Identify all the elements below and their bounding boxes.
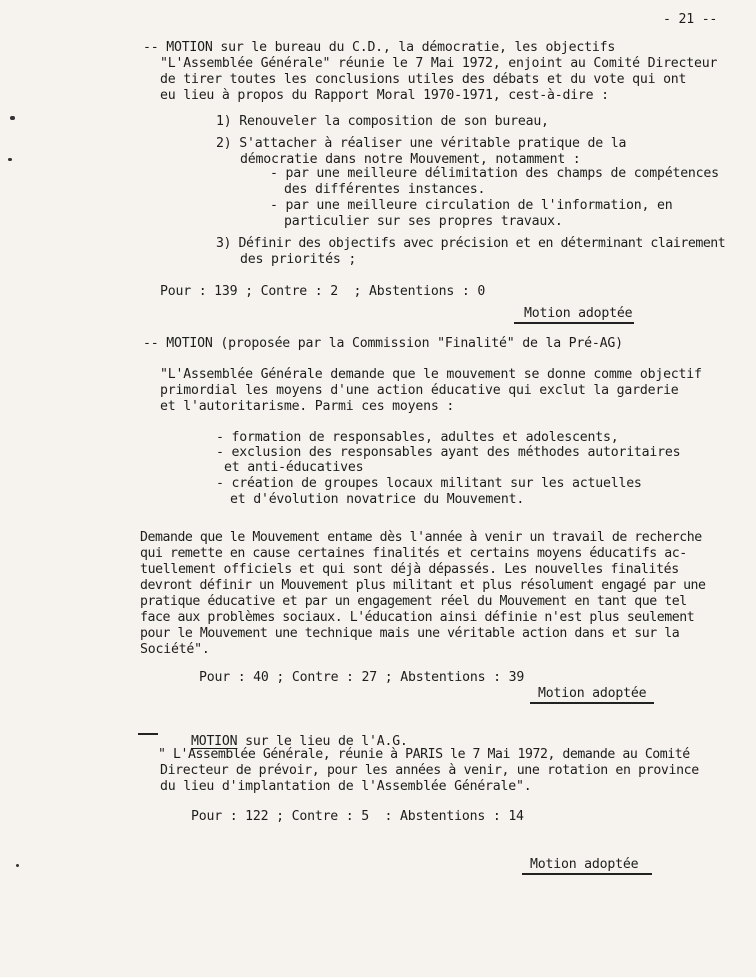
motion1-line: "L'Assemblée Générale" réunie le 7 Mai 1972, enjoint au Comité Directeur [160,56,718,71]
motion2-line: et l'autoritarisme. Parmi ces moyens : [160,399,455,414]
motion2-paragraph-line: pour le Mouvement une technique mais une véritable action dans et sur la [140,626,680,641]
motion3-line: " L'Assemblée Générale, réunie à PARIS le 7 Mai 1972, demande au Comité [158,747,690,762]
motion3-heading-word: MOTION [190,734,238,749]
motion1-line: de tirer toutes les conclusions utiles des débats et du vote qui ont [160,72,687,87]
motion1-item: - par une meilleure délimitation des champs de compétences [270,166,719,181]
motion2-item: - formation de responsables, adultes et adolescents, [216,430,619,445]
motion2-paragraph-line: face aux problèmes sociaux. L'éducation ainsi définie n'est plus seulement [140,610,695,625]
motion2-paragraph-line: Demande que le Mouvement entame dès l'année à venir un travail de recherche [140,530,702,545]
margin-mark [16,864,19,867]
heading-dash [138,733,158,735]
motion2-paragraph-line: pratique éducative et par un engagement réel du Mouvement en tant que tel [140,594,687,609]
motion2-paragraph-line: Société". [140,642,210,657]
margin-mark [10,116,15,120]
motion1-item: particulier sur ses propres travaux. [284,214,563,229]
motion1-vote: Pour : 139 ; Contre : 2 ; Abstentions : 0 [160,284,486,299]
motion3-line: du lieu d'implantation de l'Assemblée Générale". [160,779,532,794]
motion2-item: et anti-éducatives [224,460,364,475]
motion2-line: "L'Assemblée Générale demande que le mouvement se donne comme objectif [160,367,702,382]
page-number: - 21 -- [663,12,718,27]
motion2-item: et d'évolution novatrice du Mouvement. [230,492,525,507]
motion1-item: 3) Définir des objectifs avec précision et en déterminant clairement [216,236,726,251]
motion1-line: -- MOTION sur le bureau du C.D., la démocratie, les objectifs [143,40,616,55]
motion3-heading-rest: sur le lieu de l'A.G. [237,734,408,749]
motion1-result: Motion adoptée [524,306,633,321]
motion1-item: - par une meilleure circulation de l'information, en [270,198,673,213]
motion2-result: Motion adoptée [538,686,647,701]
motion1-line: eu lieu à propos du Rapport Moral 1970-1971, cest-à-dire : [160,88,609,103]
result-underline [522,873,652,875]
motion1-item: des différentes instances. [284,182,486,197]
motion2-paragraph-line: devront définir un Mouvement plus militant et plus résolument engagé par une [140,578,706,593]
result-underline [514,322,634,324]
motion1-item: 1) Renouveler la composition de son bureau, [216,114,549,129]
motion1-item: démocratie dans notre Mouvement, notamment : [240,152,581,167]
motion3-result: Motion adoptée [530,857,639,872]
margin-mark [8,158,12,161]
motion1-item: 2) S'attacher à réaliser une véritable pratique de la [216,136,627,151]
result-underline [530,702,654,704]
motion3-line: Directeur de prévoir, pour les années à venir, une rotation en province [160,763,699,778]
motion2-vote: Pour : 40 ; Contre : 27 ; Abstentions : 39 [199,670,525,685]
motion2-paragraph-line: qui remette en cause certaines finalités et certains moyens éducatifs ac- [140,546,687,561]
motion1-item: des priorités ; [240,252,357,267]
motion2-heading: -- MOTION (proposée par la Commission "Finalité" de la Pré-AG) [143,336,623,351]
motion2-line: primordial les moyens d'une action éducative qui exclut la garderie [160,383,679,398]
motion3-vote: Pour : 122 ; Contre : 5 : Abstentions : 14 [191,809,524,824]
motion2-paragraph-line: tuellement officiels et qui sont déjà dépassés. Les nouvelles finalités [140,562,679,577]
motion2-item: - création de groupes locaux militant sur les actuelles [216,476,642,491]
motion2-item: - exclusion des responsables ayant des méthodes autoritaires [216,445,681,460]
